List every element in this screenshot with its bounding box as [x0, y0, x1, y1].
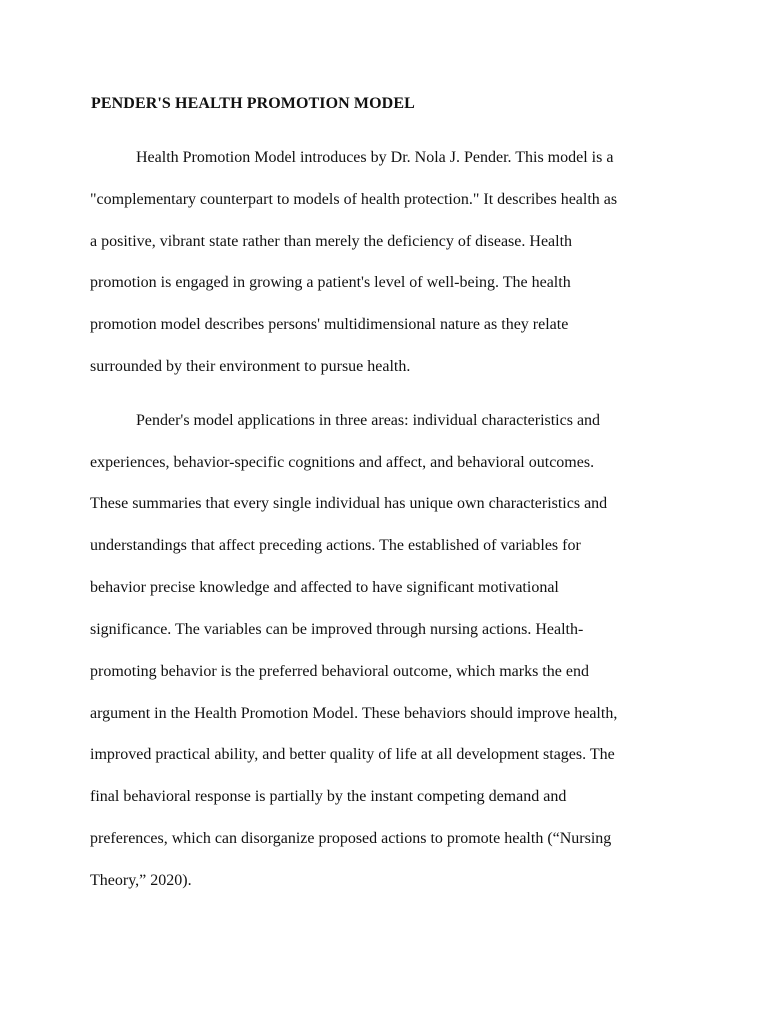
paragraph-2-line: improved practical ability, and better quality of life at all development stages. The: [90, 746, 615, 763]
document-title: PENDER'S HEALTH PROMOTION MODEL: [91, 95, 415, 112]
paragraph-2-line: argument in the Health Promotion Model. These behaviors should improve health,: [90, 705, 618, 722]
paragraph-2-line: Pender's model applications in three areas: individual characteristics and: [136, 412, 601, 429]
paragraph-1-line: surrounded by their environment to pursue health.: [90, 358, 411, 375]
paragraph-2-line: experiences, behavior-specific cognitions and affect, and behavioral outcomes.: [90, 454, 595, 471]
paragraph-1-line: promotion model describes persons' multidimensional nature as they relate: [90, 316, 569, 333]
paragraph-2-line: understandings that affect preceding actions. The established of variables for: [90, 537, 581, 554]
paragraph-2-line: These summaries that every single individual has unique own characteristics and: [90, 495, 608, 512]
paragraph-1-line: a positive, vibrant state rather than merely the deficiency of disease. Health: [90, 233, 573, 250]
paragraph-2-line: significance. The variables can be improved through nursing actions. Health-: [90, 621, 584, 638]
paragraph-2-line: behavior precise knowledge and affected to have significant motivational: [90, 579, 559, 596]
paragraph-1-line: "complementary counterpart to models of health protection." It describes health as: [90, 191, 618, 208]
paragraph-1-line: Health Promotion Model introduces by Dr. Nola J. Pender. This model is a: [136, 149, 614, 166]
paragraph-2-line: final behavioral response is partially by the instant competing demand and: [90, 788, 567, 805]
paragraph-2-line: promoting behavior is the preferred behavioral outcome, which marks the end: [90, 663, 589, 680]
paragraph-2-line: preferences, which can disorganize proposed actions to promote health (“Nursing: [90, 830, 612, 847]
paragraph-2-line: Theory,” 2020).: [90, 872, 192, 889]
paragraph-1-line: promotion is engaged in growing a patient's level of well-being. The health: [90, 274, 571, 291]
